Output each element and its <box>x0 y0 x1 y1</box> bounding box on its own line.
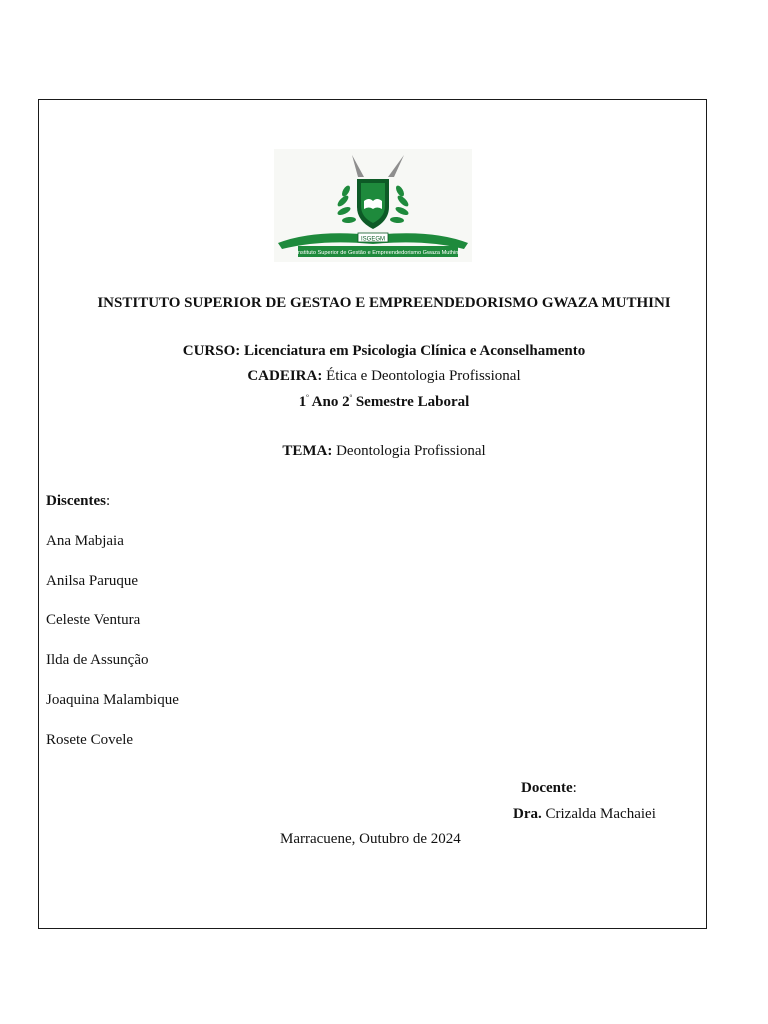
student-name: Rosete Covele <box>46 732 134 748</box>
place-date: Marracuene, Outubro de 2024 <box>280 831 461 847</box>
svg-text:Instituto Superior de Gestão e: Instituto Superior de Gestão e Empreendedorismo Gwaza Muthini <box>296 250 460 256</box>
student-name: Anilsa Paruque <box>46 573 139 589</box>
students-heading: Discentes: <box>46 493 111 509</box>
teacher-name: Dra. Crizalda Machaiei <box>513 806 656 822</box>
theme-line: TEMA: Deontologia Profissional <box>282 443 486 459</box>
student-name: Ilda de Assunção <box>46 652 149 668</box>
student-name: Ana Mabjaia <box>46 533 124 549</box>
student-name: Joaquina Malambique <box>46 692 179 708</box>
student-name: Celeste Ventura <box>46 612 141 628</box>
year-semester-line: $1^º$ Ano $2^º$ Semestre Laboral <box>298 393 470 410</box>
teacher-heading: Docente: <box>521 780 577 796</box>
institution-title: INSTITUTO SUPERIOR DE GESTAO E EMPREENDEDORISMO GWAZA MUTHINI <box>97 295 671 311</box>
svg-text:ISGEGM: ISGEGM <box>360 236 386 243</box>
subject-line: CADEIRA: Ética e Deontologia Profissional <box>247 368 521 384</box>
course-line: CURSO: Licenciatura em Psicologia Clínica e Aconselhamento <box>182 343 586 359</box>
institution-logo <box>274 149 472 262</box>
